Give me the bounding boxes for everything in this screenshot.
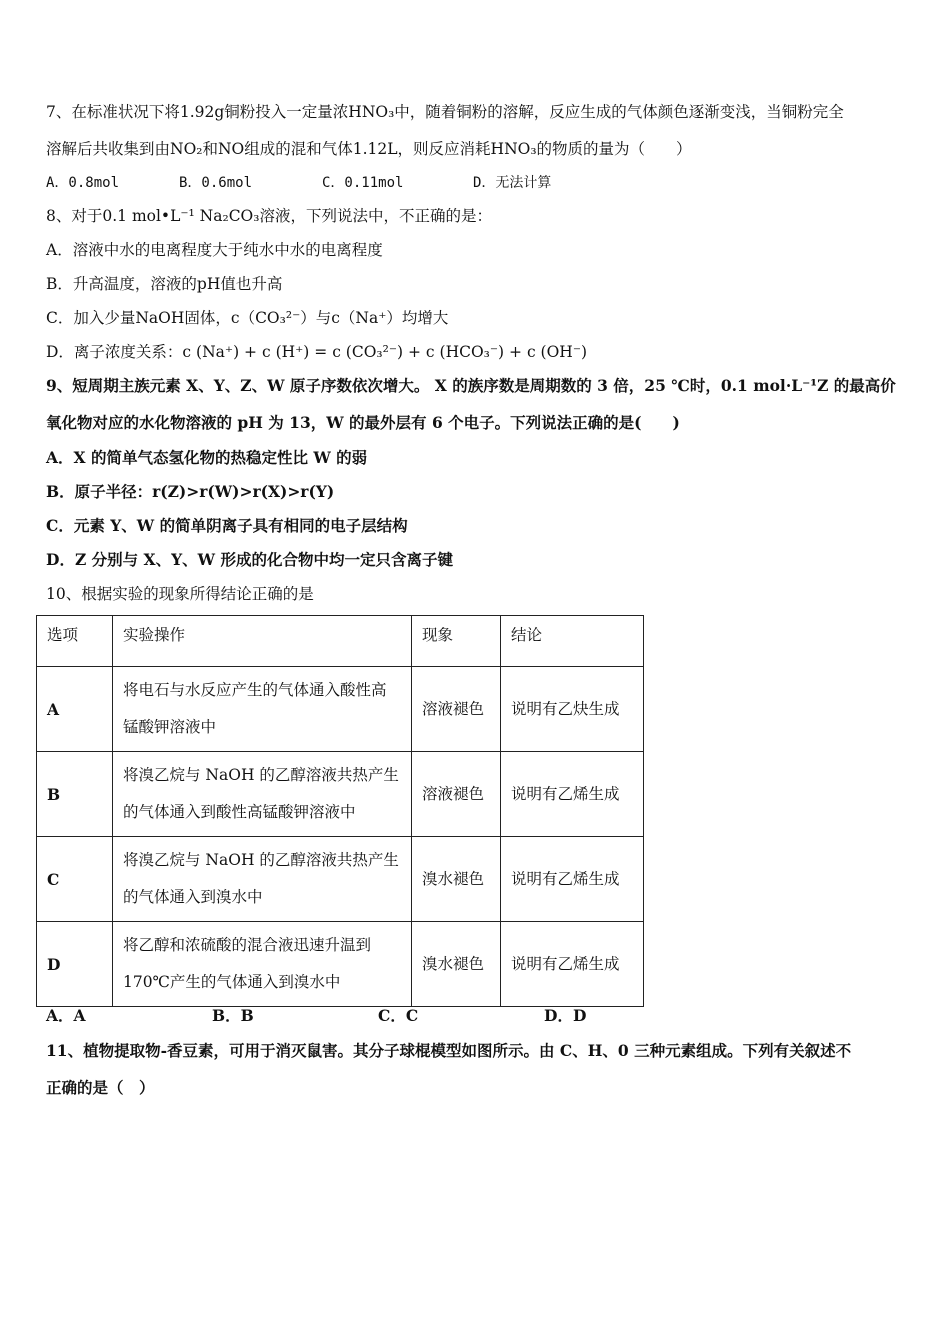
row-a-operation: 将电石与水反应产生的气体通入酸性高锰酸钾溶液中 [113, 667, 412, 752]
row-c-option: C [37, 837, 113, 922]
row-b-phenomenon: 溶液褪色 [412, 752, 501, 837]
q9-stem-line2: 氧化物对应的水化物溶液的 pH 为 13，W 的最外层有 6 个电子。下列说法正确的是( ) [46, 413, 680, 432]
header-phenomenon: 现象 [412, 616, 501, 667]
q7-stem-line1: 7、在标准状况下将1.92g铜粉投入一定量浓HNO₃中，随着铜粉的溶解，反应生成的气体颜色逐渐变浅，当铜粉完全 [46, 103, 844, 121]
q10-stem: 10、根据实验的现象所得结论正确的是 [46, 585, 314, 603]
q7-options [46, 173, 551, 193]
table-row [37, 667, 644, 752]
q11-stem-line2: 正确的是（ ） [46, 1078, 155, 1097]
table-row [37, 922, 644, 1007]
q9-stem-line1: 9、短周期主族元素 X、Y、Z、W 原子序数依次增大。 X 的族序数是周期数的 3 倍，25 ℃时，0.1 mol·L⁻¹Z 的最高价 [46, 376, 896, 395]
q8-option-c: C．加入少量NaOH固体，c（CO₃²⁻）与c（Na⁺）均增大 [46, 309, 449, 327]
row-d-option: D [37, 922, 113, 1007]
table-header-row [37, 616, 644, 667]
q9-option-a: A．X 的简单气态氢化物的热稳定性比 W 的弱 [46, 448, 368, 467]
row-b-option: B [37, 752, 113, 837]
row-d-operation: 将乙醇和浓硫酸的混合液迅速升温到 170℃产生的气体通入到溴水中 [113, 922, 412, 1007]
q10-option-d: D．D [544, 1006, 587, 1025]
row-d-conclusion: 说明有乙烯生成 [501, 922, 644, 1007]
q10-option-b: B．B [212, 1006, 254, 1025]
q8-option-a: A．溶液中水的电离程度大于纯水中水的电离程度 [46, 241, 383, 259]
q10-option-a: A．A [46, 1006, 86, 1025]
q9-option-c: C．元素 Y、W 的简单阴离子具有相同的电子层结构 [46, 516, 408, 535]
row-a-conclusion: 说明有乙炔生成 [501, 667, 644, 752]
q8-stem: 8、对于0.1 mol•L⁻¹ Na₂CO₃溶液，下列说法中，不正确的是： [46, 207, 492, 225]
row-b-conclusion: 说明有乙烯生成 [501, 752, 644, 837]
q7-option-d: D．无法计算 [473, 175, 552, 191]
row-d-phenomenon: 溴水褪色 [412, 922, 501, 1007]
q9-option-d: D．Z 分别与 X、Y、W 形成的化合物中均一定只含离子键 [46, 550, 453, 569]
q8-option-b: B．升高温度，溶液的pH值也升高 [46, 275, 283, 293]
q10-options [46, 1006, 586, 1026]
q7-option-b: B．0.6mol [179, 175, 253, 191]
row-c-conclusion: 说明有乙烯生成 [501, 837, 644, 922]
table-row [37, 837, 644, 922]
table-row [37, 752, 644, 837]
row-c-phenomenon: 溴水褪色 [412, 837, 501, 922]
q11-stem-line1: 11、植物提取物-香豆素，可用于消灭鼠害。其分子球棍模型如图所示。由 C、H、0 三种元素组成。下列有关叙述不 [46, 1041, 852, 1060]
q8-option-d: D．离子浓度关系：c (Na⁺) + c (H⁺) = c (CO₃²⁻) + c (HCO₃⁻) + c (OH⁻) [46, 343, 588, 361]
q7-option-a: A．0.8mol [46, 175, 120, 191]
row-a-phenomenon: 溶液褪色 [412, 667, 501, 752]
header-conclusion: 结论 [501, 616, 644, 667]
q7-stem-line2: 溶解后共收集到由NO₂和NO组成的混和气体1.12L，则反应消耗HNO₃的物质的量为（ ） [46, 140, 692, 158]
row-b-operation: 将溴乙烷与 NaOH 的乙醇溶液共热产生的气体通入到酸性高锰酸钾溶液中 [113, 752, 412, 837]
header-operation: 实验操作 [113, 616, 412, 667]
q10-table [36, 615, 644, 1007]
row-c-operation: 将溴乙烷与 NaOH 的乙醇溶液共热产生的气体通入到溴水中 [113, 837, 412, 922]
q7-option-c: C．0.11mol [322, 175, 404, 191]
row-a-option: A [37, 667, 113, 752]
header-option: 选项 [37, 616, 113, 667]
q10-option-c: C．C [378, 1006, 419, 1025]
q9-option-b: B．原子半径：r(Z)>r(W)>r(X)>r(Y) [46, 482, 335, 501]
